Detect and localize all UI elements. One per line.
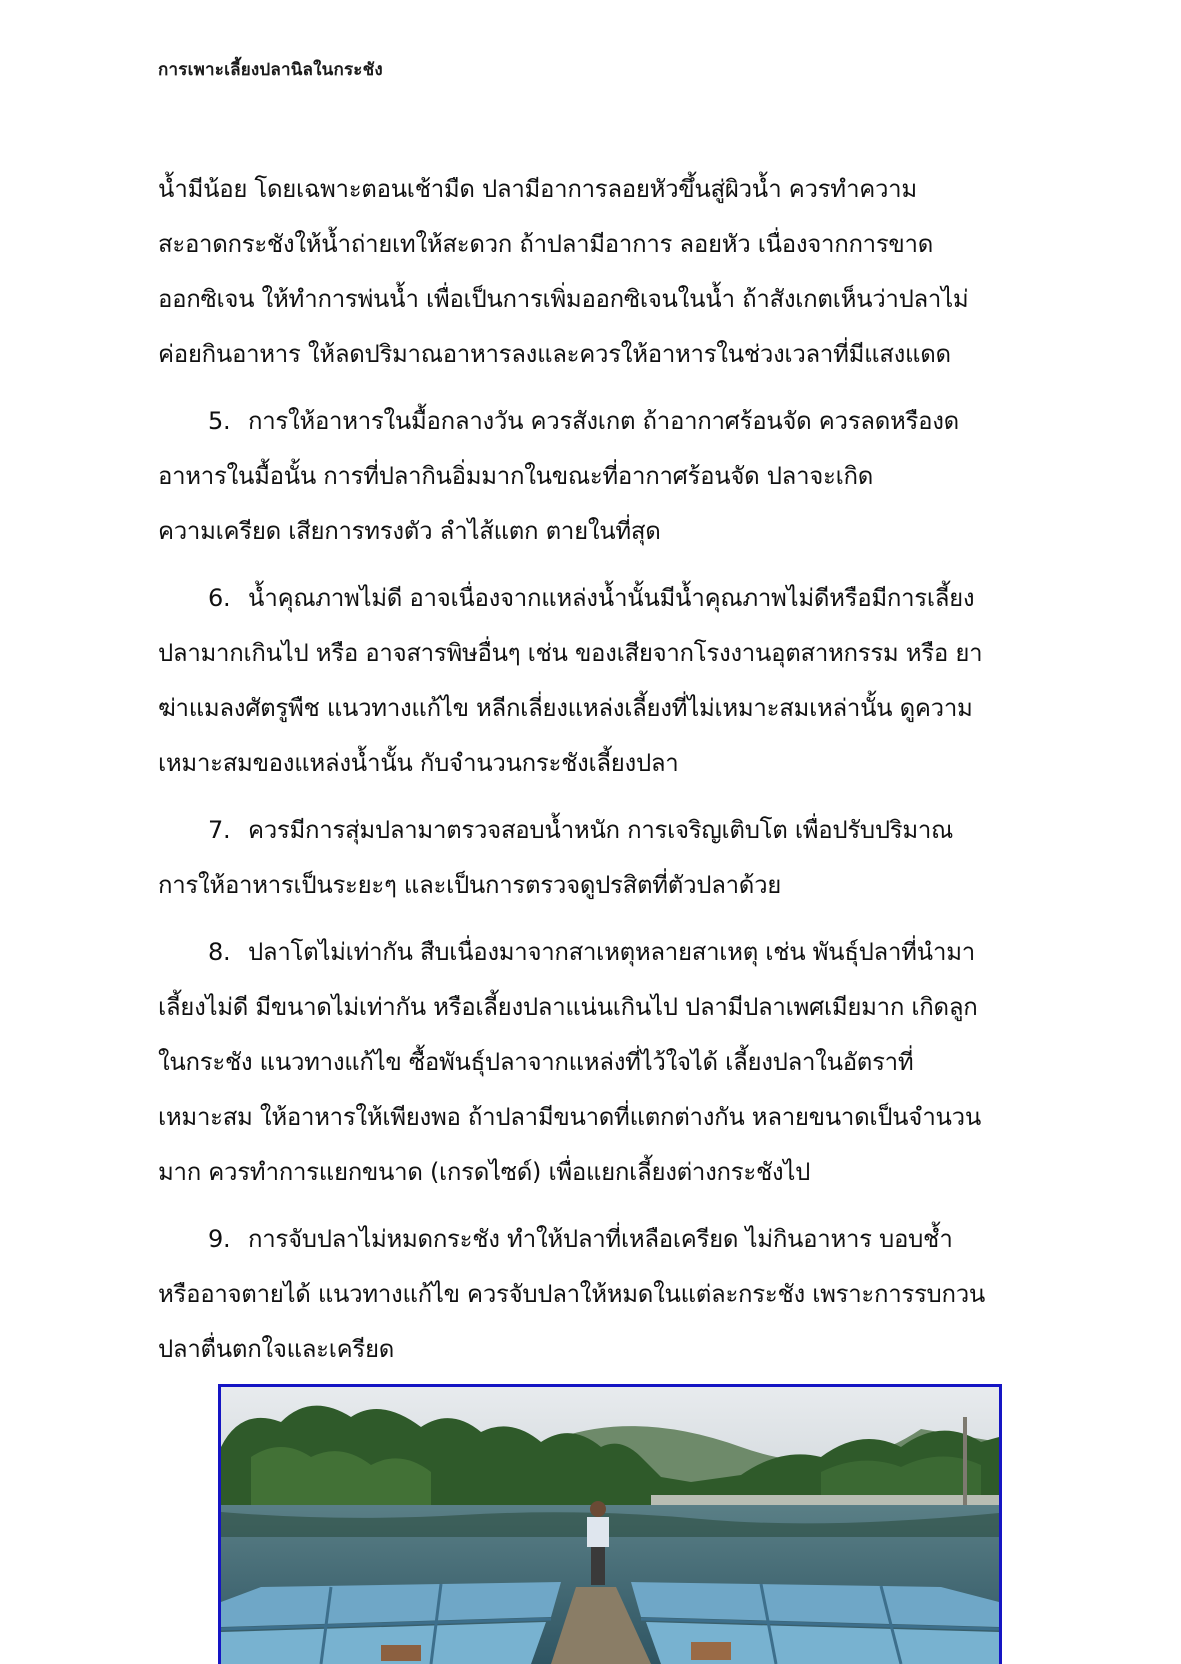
text-line: ปลามากเกินไป หรือ อาจสารพิษอื่นๆ เช่น ของเสียจากโรงงานอุตสาหกรรม หรือ ยา [158,639,983,667]
fish-cage-photo [218,1384,1002,1664]
utility-pole [963,1417,967,1507]
text-line: ค่อยกินอาหาร ให้ลดปริมาณอาหารลงและควรให้อาหารในช่วงเวลาที่มีแสงแดด [158,340,951,368]
item-number: 6. [208,584,231,612]
text-line: ความเครียด เสียการทรงตัว ลำไส้แตก ตายในที่สุด [158,517,661,545]
float-drum [381,1645,421,1661]
item-text: การให้อาหารในมื้อกลางวัน ควรสังเกต ถ้าอากาศร้อนจัด ควรลดหรืองด [248,407,959,435]
text-line: การให้อาหารเป็นระยะๆ และเป็นการตรวจดูปรสิตที่ตัวปลาด้วย [158,871,782,899]
item-number: 7. [208,816,231,844]
text-line [158,394,1043,449]
list-item-8 [158,925,1043,1200]
fish-cage-illustration [221,1387,999,1664]
text-line: สะอาดกระชังให้น้ำถ่ายเทให้สะดวก ถ้าปลามีอาการ ลอยหัว เนื่องจากการขาด [158,230,934,258]
text-line: หรืออาจตายได้ แนวทางแก้ไข ควรจับปลาให้หมดในแต่ละกระชัง เพราะการรบกวน [158,1280,986,1308]
item-number: 9. [208,1225,231,1253]
list-item-9 [158,1212,1043,1377]
running-header-title: การเพาะเลี้ยงปลานิลในกระชัง [158,60,383,80]
paragraph-continuation [158,162,1043,382]
text-line: เหมาะสม ให้อาหารให้เพียงพอ ถ้าปลามีขนาดที่แตกต่างกัน หลายขนาดเป็นจำนวน [158,1103,981,1131]
item-number: 8. [208,938,231,966]
text-line: อาหารในมื้อนั้น การที่ปลากินอิ่มมากในขณะที่อากาศร้อนจัด ปลาจะเกิด [158,462,874,490]
float-drum [691,1642,731,1660]
body-text [158,162,1043,1389]
item-number: 5. [208,407,231,435]
text-line: ปลาตื่นตกใจและเครียด [158,1335,395,1363]
list-item-6 [158,571,1043,791]
text-line: ในกระชัง แนวทางแก้ไข ซื้อพันธุ์ปลาจากแหล่งที่ไว้ใจได้ เลี้ยงปลาในอัตราที่ [158,1048,914,1076]
item-text: การจับปลาไม่หมดกระชัง ทำให้ปลาที่เหลือเครียด ไม่กินอาหาร บอบช้ำ [248,1225,953,1253]
text-line [158,571,1043,626]
text-line: น้ำมีน้อย โดยเฉพาะตอนเช้ามืด ปลามีอาการลอยหัวขึ้นสู่ผิวน้ำ ควรทำความ [158,175,917,203]
person-body [587,1517,609,1547]
text-line: มาก ควรทำการแยกขนาด (เกรดไซด์) เพื่อแยกเลี้ยงต่างกระชังไป [158,1158,811,1186]
text-line: ฆ่าแมลงศัตรูพืช แนวทางแก้ไข หลีกเลี่ยงแหล่งเลี้ยงที่ไม่เหมาะสมเหล่านั้น ดูความ [158,694,973,722]
text-line [158,925,1043,980]
item-text: น้ำคุณภาพไม่ดี อาจเนื่องจากแหล่งน้ำนั้นมีน้ำคุณภาพไม่ดีหรือมีการเลี้ยง [248,584,975,612]
text-line: เหมาะสมของแหล่งน้ำนั้น กับจำนวนกระชังเลี้ยงปลา [158,749,679,777]
text-line [158,1212,1043,1267]
list-item-5 [158,394,1043,559]
shoreline [651,1495,999,1505]
text-line [158,803,1043,858]
person-head [590,1501,606,1517]
item-text: ปลาโตไม่เท่ากัน สืบเนื่องมาจากสาเหตุหลายสาเหตุ เช่น พันธุ์ปลาที่นำมา [248,938,975,966]
item-text: ควรมีการสุ่มปลามาตรวจสอบน้ำหนัก การเจริญเติบโต เพื่อปรับปริมาณ [248,816,954,844]
list-item-7 [158,803,1043,913]
person-legs [591,1545,605,1585]
text-line: ออกซิเจน ให้ทำการพ่นน้ำ เพื่อเป็นการเพิ่มออกซิเจนในน้ำ ถ้าสังเกตเห็นว่าปลาไม่ [158,285,969,313]
text-line: เลี้ยงไม่ดี มีขนาดไม่เท่ากัน หรือเลี้ยงปลาแน่นเกินไป ปลามีปลาเพศเมียมาก เกิดลูก [158,993,978,1021]
